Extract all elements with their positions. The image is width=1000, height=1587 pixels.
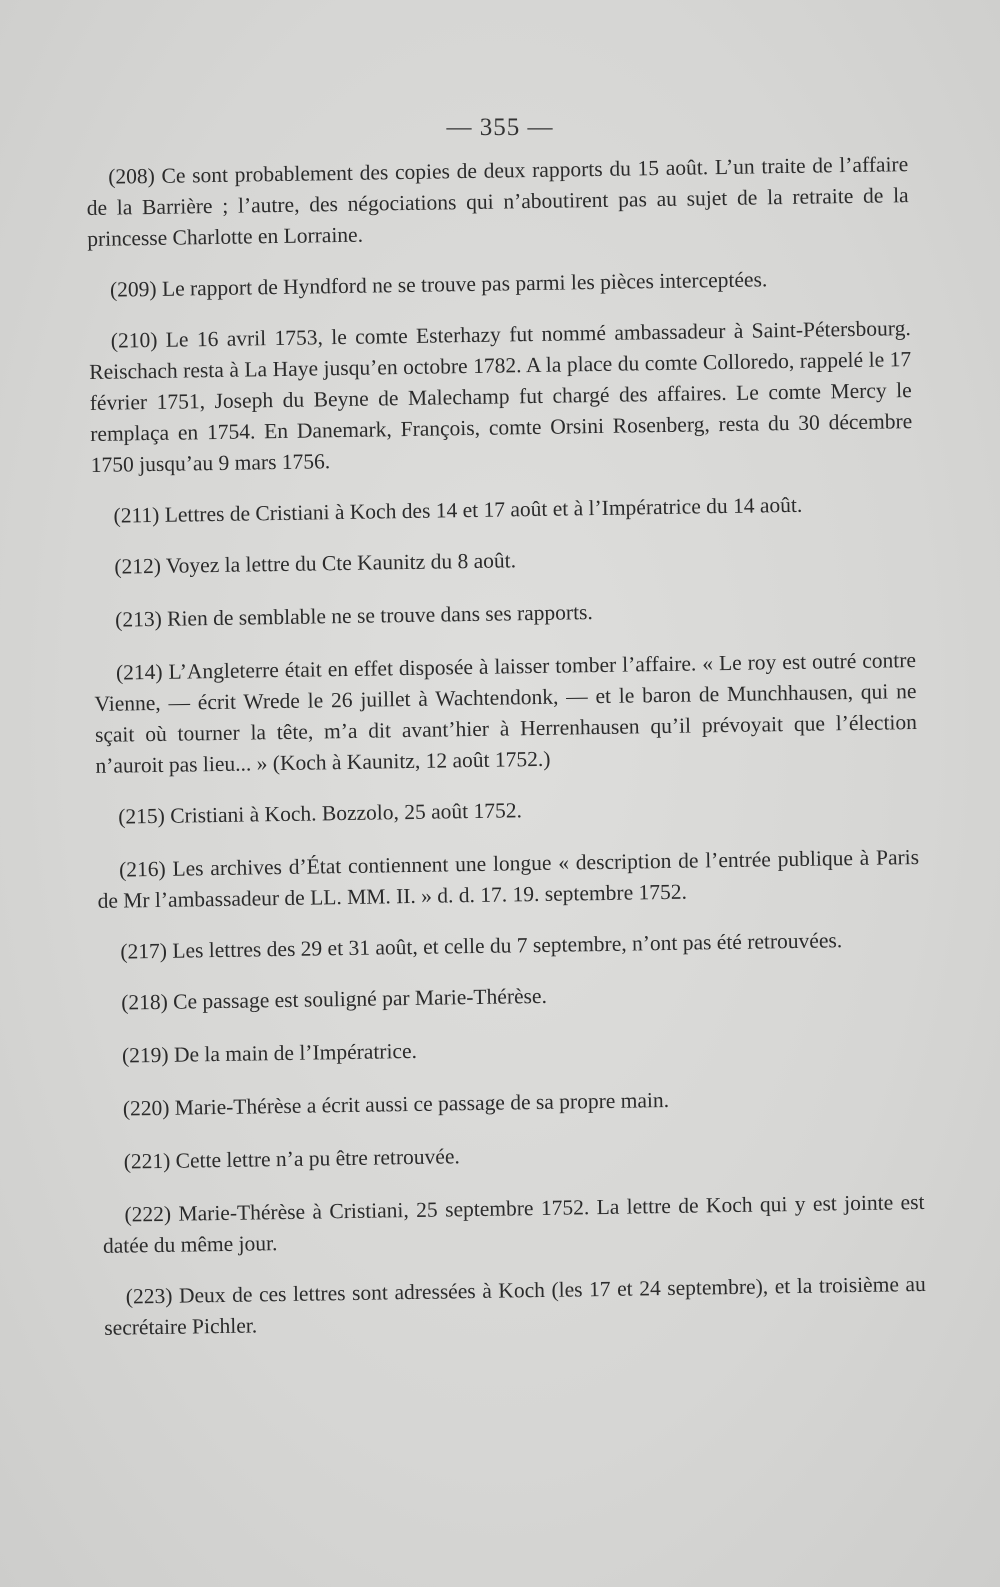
footnote-text: Lettres de Cristiani à Koch des 14 et 17 août et à l’Impératrice du 14 août. — [164, 492, 803, 527]
footnote-ref: (223) — [125, 1283, 173, 1309]
footnote-222 — [102, 1187, 925, 1262]
footnote-ref: (221) — [123, 1148, 171, 1174]
footnote-211 — [91, 488, 913, 532]
footnote-223 — [104, 1269, 927, 1344]
footnote-text: L’Angleterre était en effet disposée à laisser tomber l’affaire. « Le roy est outré contre Vienne, — écrit Wrede le 26 juillet à Wachtendonk, — et le baron de Munchhausen, qui ne sçait où tourner la tête, m’a dit avant’hier à Herrenhausen qu’il prévoyait que l’élection n’auroit pas lieu... » (Koch à Kaunitz, 12 août 1752.) — [94, 648, 918, 778]
footnote-text: Les archives d’État contiennent une longue « description de l’entrée publique à Paris de Mr l’ambassadeur de LL. MM. II. » d. d. 17. 19. septembre 1752. — [97, 845, 920, 913]
footnote-214 — [94, 645, 918, 782]
footnote-210 — [89, 313, 913, 481]
footnote-ref: (212) — [114, 553, 162, 579]
footnote-text: Voyez la lettre du Cte Kaunitz du 8 août. — [165, 548, 517, 578]
footnote-text: Les lettres des 29 et 31 août, et celle du 7 septembre, n’ont pas été retrouvées. — [172, 928, 843, 963]
footnote-217 — [98, 924, 920, 968]
footnote-218 — [99, 975, 921, 1019]
footnote-text: Deux de ces lettres sont adressées à Koch (les 17 et 24 septembre), et la troisième au secrétaire Pichler. — [104, 1271, 926, 1340]
page-number: — 355 — — [446, 114, 554, 141]
footnote-text: Marie-Thérèse a écrit aussi ce passage de sa propre main. — [174, 1087, 670, 1120]
footnote-212 — [92, 539, 914, 583]
footnote-220 — [101, 1081, 923, 1125]
footnote-ref: (211) — [113, 502, 160, 528]
footnote-ref: (214) — [115, 659, 163, 685]
footnote-ref: (219) — [121, 1042, 169, 1068]
footnote-text: Ce sont probablement des copies de deux rapports du 15 août. L’un traite de l’affaire de la Barrière ; l’autre, des négociations qui n’aboutirent pas au sujet de la retraite de la princesse Charlotte en Lorraine. — [86, 152, 909, 251]
footnote-216 — [97, 842, 920, 917]
footnote-text: Cette lettre n’a pu être retrouvée. — [175, 1144, 460, 1173]
footnote-text: Ce passage est souligné par Marie-Thérèse. — [172, 983, 548, 1014]
footnote-219 — [100, 1028, 922, 1072]
footnote-text: Le rapport de Hyndford ne se trouve pas parmi les pièces interceptées. — [161, 267, 768, 301]
footnote-text: Marie-Thérèse à Cristiani, 25 septembre 1752. La lettre de Koch qui y est jointe est datée du même jour. — [102, 1189, 925, 1258]
footnote-209 — [88, 262, 910, 306]
footnote-ref: (208) — [108, 163, 155, 189]
footnote-ref: (220) — [122, 1095, 170, 1121]
footnote-ref: (216) — [118, 856, 166, 882]
footnote-text: De la main de l’Impératrice. — [173, 1038, 418, 1067]
footnote-ref: (213) — [115, 606, 162, 632]
footnote-213 — [93, 592, 915, 636]
footnotes-list — [86, 149, 927, 1364]
footnote-ref: (222) — [124, 1201, 172, 1227]
footnote-ref: (215) — [118, 803, 166, 829]
footnote-ref: (209) — [109, 276, 157, 302]
footnote-text: Cristiani à Koch. Bozzolo, 25 août 1752. — [170, 798, 523, 828]
footnote-215 — [96, 789, 918, 833]
footnote-ref: (210) — [110, 327, 158, 353]
footnote-ref: (218) — [121, 989, 168, 1015]
footnote-text: Le 16 avril 1753, le comte Esterhazy fut nommé ambassadeur à Saint-Pétersbourg. Reischach resta à La Haye jusqu’en octobre 1782. A la place du comte Colloredo, rappelé le 17 février 1751, Joseph du Beyne de Malechamp fut chargé des affaires. Le comte Mercy le remplaça en 1754. En Danemark, François, comte Orsini Rosenberg, resta du 30 décembre 1750 jusqu’au 9 mars 1756. — [89, 316, 913, 477]
footnote-221 — [101, 1134, 923, 1178]
footnote-208 — [86, 149, 909, 255]
footnote-ref: (217) — [120, 938, 168, 964]
footnote-text: Rien de semblable ne se trouve dans ses rapports. — [166, 600, 593, 631]
